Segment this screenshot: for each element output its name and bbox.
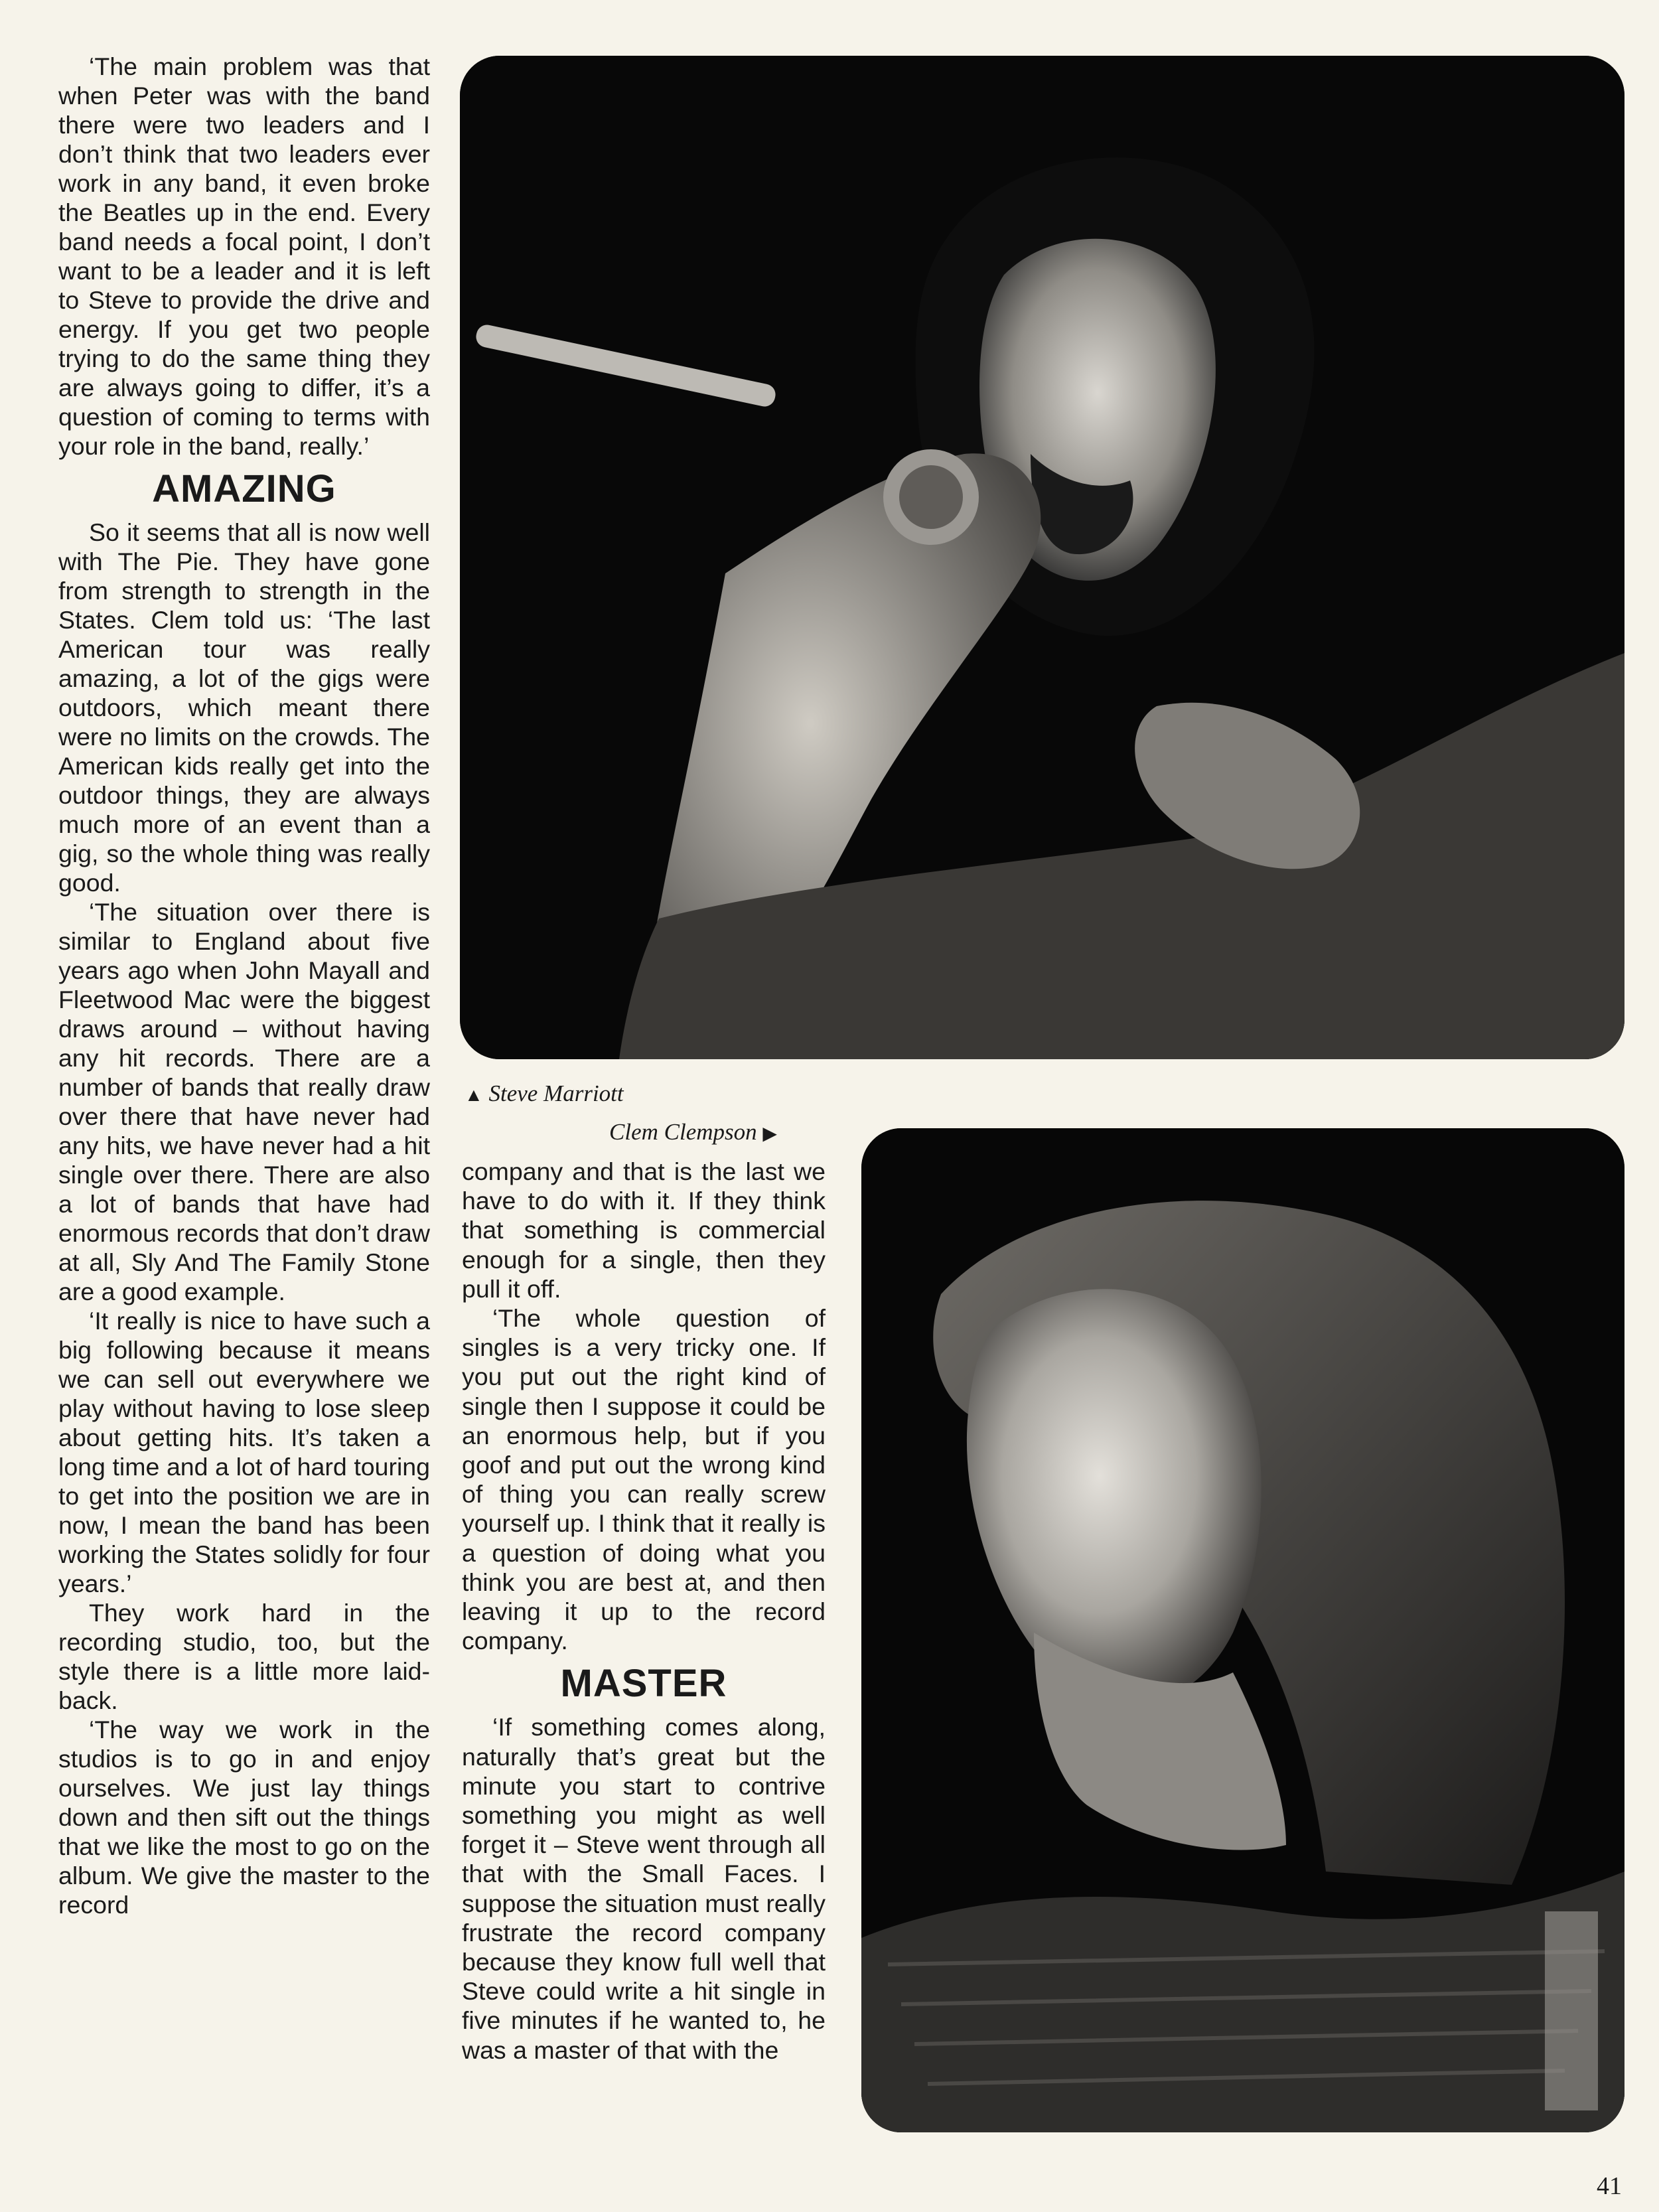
section-heading-amazing: AMAZING: [152, 467, 336, 510]
caption-text: Clem Clempson: [609, 1119, 757, 1145]
triangle-right-icon: ▶: [762, 1124, 777, 1144]
photo-steve-marriott-image: [460, 56, 1624, 1059]
paragraph: company and that is the last we have to do with it. If they think that something is commercial enough for a single, then they pull it off.: [462, 1157, 826, 1303]
paragraph: ‘It really is nice to have such a big following because it means we can sell out everywhere we play without having to lose sleep about getting hits. It’s taken a long time and a lot of hard touring to get into the position we are in now, I mean the band has been working the States solidly for four years.’: [58, 1307, 430, 1597]
photo-caption-steve-marriott: [465, 1080, 624, 1109]
photo-steve-marriott: [460, 56, 1624, 1059]
paragraph: ‘The main problem was that when Peter was with the band there were two leaders and I don’t think that two leaders ever work in any band, it even broke the Beatles up in the end. Every band needs a focal point, I don’t want to be a leader and it is left to Steve to provide the drive and energy. If you get two people trying to do the same thing they are always going to differ, it’s a question of coming to terms with your role in the band, really.’: [58, 52, 430, 460]
paragraph: ‘The way we work in the studios is to go in and enjoy ourselves. We just lay things down and then sift out the things that we like the most to go on the album. We give the master to the record: [58, 1716, 430, 1919]
photo-clem-clempson-image: [861, 1128, 1624, 2132]
photo-caption-clem-clempson: [609, 1119, 777, 1147]
paragraph: So it seems that all is now well with The Pie. They have gone from strength to strength in the States. Clem told us: ‘The last American tour was really amazing, a lot of the gigs were outdoors, which meant there were no limits on the crowds. The American kids really get into the outdoor things, they are always much more of an event than a gig, so the whole thing was really good.: [58, 518, 430, 897]
paragraph: They work hard in the recording studio, too, but the style there is a little more laid-back.: [58, 1599, 430, 1714]
triangle-up-icon: ▲: [465, 1085, 483, 1106]
photo-clem-clempson: [861, 1128, 1624, 2132]
article-column-left: [58, 52, 430, 1919]
paragraph: ‘If something comes along, naturally that’s great but the minute you start to contrive something you might as well forget it – Steve went through all that with the Small Faces. I suppose the situation must really frustrate the record company because they know full well that Steve could write a hit single in five minutes if he wanted to, he was a master of that with the: [462, 1713, 826, 2064]
page-number: 41: [1597, 2172, 1622, 2200]
caption-text: Steve Marriott: [488, 1080, 624, 1106]
paragraph: ‘The whole question of singles is a very tricky one. If you put out the right kind of single then I suppose it could be an enormous help, but if you goof and put out the wrong kind of thing you can really screw yourself up. I think that it really is a question of doing what you think you are best at, and then leaving it up to the record company.: [462, 1304, 826, 1655]
paragraph: ‘The situation over there is similar to England about five years ago when John Mayall and Fleetwood Mac were the biggest draws around – without having any hit records. There are a number of bands that really draw over there that have never had any hits, we have never had a hit single over there. There are also a lot of bands that have had enormous records that don’t draw at all, Sly And The Family Stone are a good example.: [58, 898, 430, 1305]
section-heading-master: MASTER: [560, 1662, 727, 1706]
article-column-middle: [462, 1157, 826, 2065]
